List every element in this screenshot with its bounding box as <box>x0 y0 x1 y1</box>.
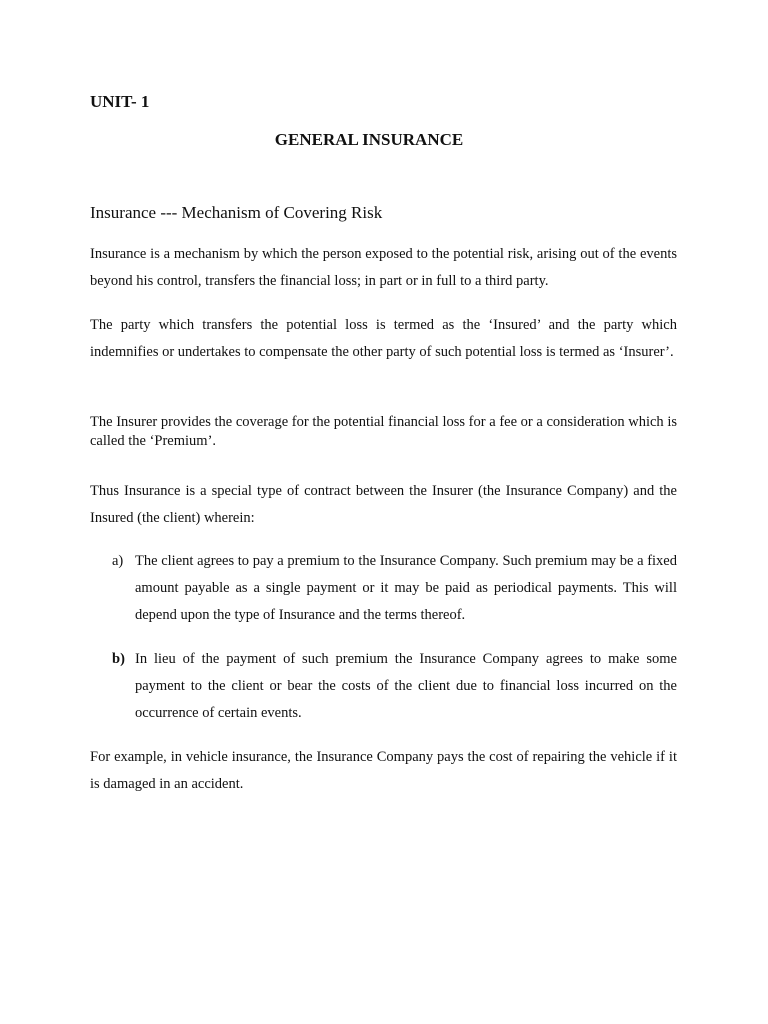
list-marker: b) <box>112 651 125 667</box>
section-heading: Insurance --- Mechanism of Covering Risk <box>90 203 383 222</box>
list-item-b <box>90 646 677 727</box>
paragraph-premium: The Insurer provides the coverage for the potential financial loss for a fee or a consideration which is called the ‘Premium’. <box>90 414 677 449</box>
page-title: GENERAL INSURANCE <box>274 130 464 149</box>
list-item-text: In lieu of the payment of such premium the Insurance Company agrees to make some payment to the client or bear the costs of the client due to financial loss incurred on the occurrence of certain events. <box>135 651 677 721</box>
unit-label: UNIT- 1 <box>90 92 150 111</box>
paragraph-insured-insurer: The party which transfers the potential loss is termed as the ‘Insured’ and the party which indemnifies or undertakes to compensate the other party of such potential loss is termed as ‘Insurer’. <box>90 317 677 360</box>
paragraph-example: For example, in vehicle insurance, the Insurance Company pays the cost of repairing the vehicle if it is damaged in an accident. <box>90 749 677 792</box>
list-marker: a) <box>112 553 124 569</box>
paragraph-contract: Thus Insurance is a special type of contract between the Insurer (the Insurance Company) and the Insured (the client) wherein: <box>90 483 677 526</box>
list-item-a <box>90 548 677 629</box>
paragraph-definition: Insurance is a mechanism by which the person exposed to the potential risk, arising out of the events beyond his control, transfers the financial loss; in part or in full to a third party. <box>90 246 677 289</box>
list-item-text: The client agrees to pay a premium to the Insurance Company. Such premium may be a fixed amount payable as a single payment or it may be paid as periodical payments. This will depend upon the type of Insurance and the terms thereof. <box>135 553 677 623</box>
